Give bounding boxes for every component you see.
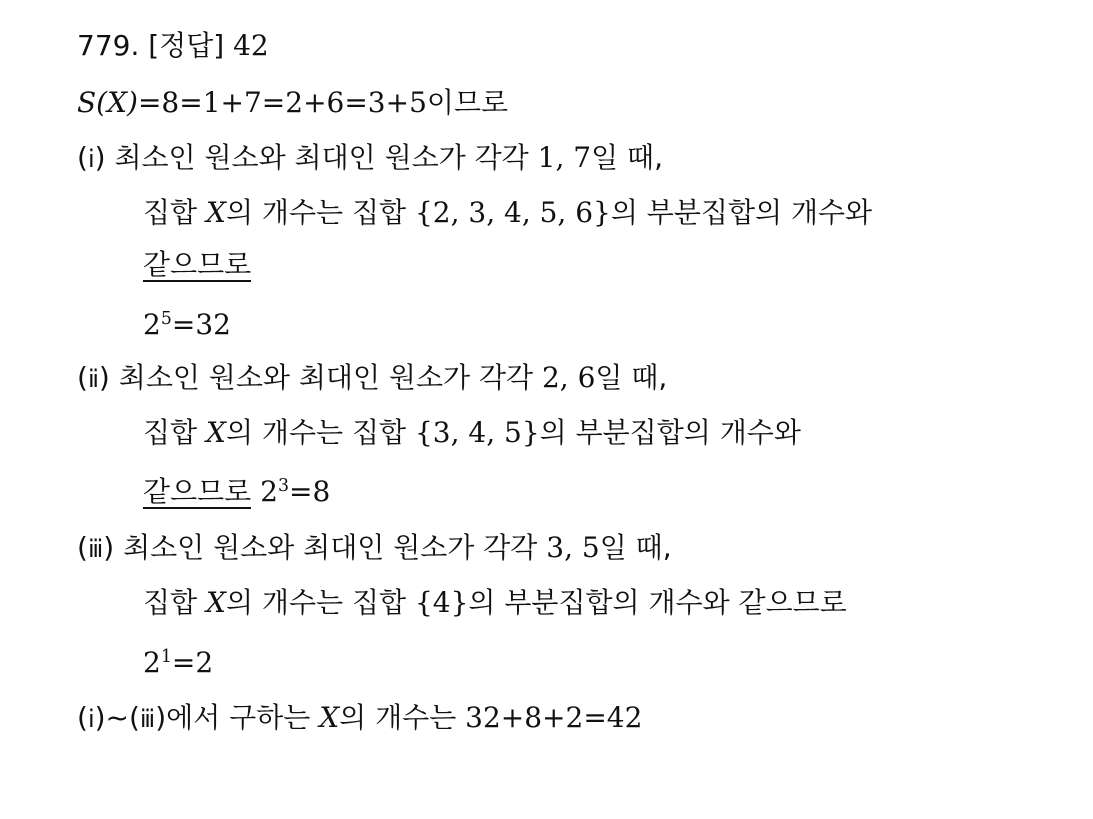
case-2-count-text: 의 개수는 집합: [225, 416, 407, 449]
case-2-text: 최소인 원소와 최대인 원소가 각각: [118, 361, 534, 394]
case-1-detail: [143, 193, 872, 233]
case-1-header: [77, 138, 663, 178]
case-2-pow-exp: 3: [277, 475, 289, 496]
case-1-text: 최소인 원소와 최대인 원소가 각각: [114, 141, 529, 174]
case-2-subset-text: 의 부분집합의 개수와: [539, 416, 801, 449]
case-marker-open: (: [77, 141, 88, 174]
conclusion-expression: 32+8+2=42: [465, 701, 643, 734]
intro-line: [77, 83, 508, 123]
case-marker-close: ): [98, 361, 110, 394]
case-3-set: {4}: [414, 586, 469, 619]
range-open: (: [77, 701, 88, 734]
case-2-therefore-word: 같으므로: [143, 475, 252, 508]
case-marker-close: ): [103, 531, 115, 564]
range-mid: )~(: [94, 701, 140, 734]
range-end-roman: ⅲ: [139, 705, 156, 733]
case-3-detail: [143, 583, 847, 623]
case-1-pow-result: =32: [171, 308, 231, 341]
answer-line: [77, 26, 269, 66]
case-marker-open: (: [77, 531, 88, 564]
case-1-set-word: 집합: [143, 196, 198, 229]
intro-suffix: 이므로: [426, 86, 509, 119]
case-1-text-end: 일 때,: [591, 141, 663, 174]
case-2-var-x: X: [206, 416, 226, 449]
case-2-set-word: 집합: [143, 416, 198, 449]
case-2-text-end: 일 때,: [595, 361, 668, 394]
case-1-therefore-word: 같으므로: [143, 248, 252, 281]
case-3-var-x: X: [206, 586, 226, 619]
case-3-pow-result: =2: [171, 646, 214, 679]
case-1-therefore: [143, 245, 251, 285]
case-3-roman: ⅲ: [87, 535, 104, 563]
case-3-pow-base: 2: [143, 646, 161, 679]
case-1-pow-base: 2: [143, 308, 161, 341]
range-start-roman: ⅰ: [87, 705, 95, 733]
case-2-set: {3, 4, 5}: [414, 416, 540, 449]
case-1-power: [143, 305, 231, 345]
case-3-subset-text: 의 부분집합의 개수와 같으므로: [468, 586, 847, 619]
case-2-header: [77, 358, 667, 398]
sum-expression: =8=1+7=2+6=3+5: [137, 86, 427, 119]
conclusion-line: [77, 698, 642, 738]
case-2-therefore: [143, 472, 330, 512]
case-1-values: 1, 7: [537, 141, 592, 174]
case-3-values: 3, 5: [546, 531, 600, 564]
case-1-subset-text: 의 부분집합의 개수와: [610, 196, 873, 229]
case-1-set: {2, 3, 4, 5, 6}: [414, 196, 611, 229]
case-2-values: 2, 6: [541, 361, 596, 394]
case-2-pow-base: 2: [260, 475, 278, 508]
case-3-pow-exp: 1: [160, 646, 172, 667]
case-2-pow-result: =8: [288, 475, 331, 508]
case-marker-close: ): [94, 141, 106, 174]
conclusion-text: 에서 구하는: [166, 701, 311, 734]
case-marker-open: (: [77, 361, 88, 394]
answer-tag: [정답]: [148, 29, 225, 62]
case-2-roman: ⅱ: [87, 365, 99, 393]
case-2-detail: [143, 413, 801, 453]
problem-number: 779.: [77, 29, 140, 62]
range-close: ): [155, 701, 167, 734]
conclusion-count-text: 의 개수는: [339, 701, 457, 734]
conclusion-var-x: X: [319, 701, 340, 734]
answer-value: 42: [233, 29, 269, 62]
case-1-count-text: 의 개수는 집합: [225, 196, 407, 229]
case-3-set-word: 집합: [143, 586, 198, 619]
case-1-pow-exp: 5: [160, 308, 172, 329]
case-1-var-x: X: [206, 196, 226, 229]
sum-function: S(X): [77, 86, 138, 119]
case-3-text: 최소인 원소와 최대인 원소가 각각: [123, 531, 538, 564]
case-3-count-text: 의 개수는 집합: [225, 586, 407, 619]
case-3-text-end: 일 때,: [599, 531, 672, 564]
case-1-roman: ⅰ: [87, 145, 95, 173]
case-3-power: [143, 643, 213, 683]
case-3-header: [77, 528, 672, 568]
